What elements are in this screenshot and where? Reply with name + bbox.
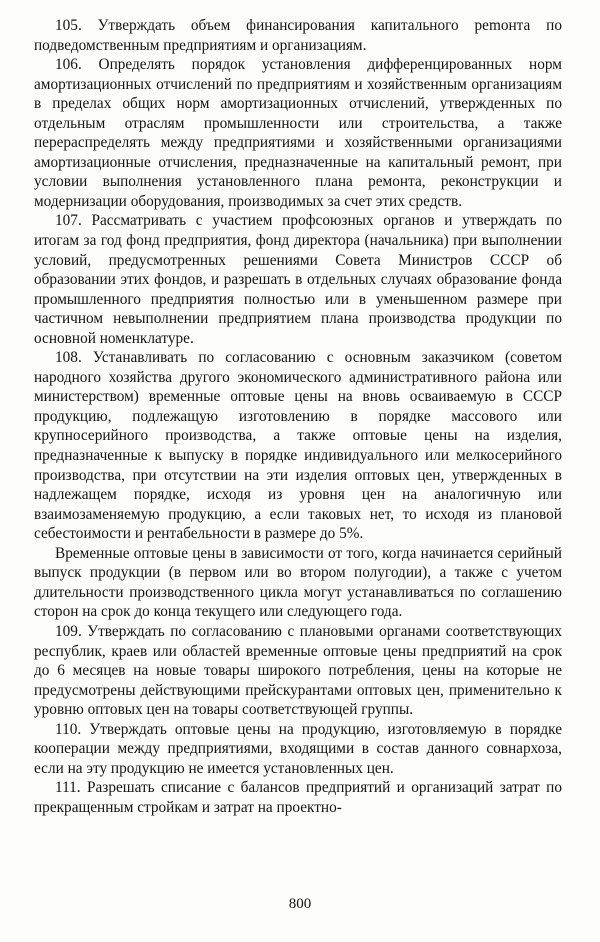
paragraph-106: 106. Определять порядок установления дифференцированных норм амортизационных отчислений по предприятиям и хозяйственным организациям в пределах общих норм амортизационных отчислений, утвержденных по отдельным отраслям промышленности или строительства, а также перераспределять между предприятиями и хозяйственными организациями амортизационные отчисления, предназначенные на капитальный ремонт, при условии выполнения установленного плана ремонта, реконструкции и модернизации оборудования, производимых за счет этих средств. [34,56,562,210]
paragraph-108: 108. Устанавливать по согласованию с основным заказчиком (советом народного хозяйства другого экономического административного района или министерством) временные оптовые цены на вновь осваиваемую в СССР продукцию, подлежащую изготовлению в порядке массового или крупносерийного производства, а также оптовые цены на изделия, предназначенные к выпуску в порядке индивидуального или мелкосерийного производства, при отсутствии на эти изделия оптовых цен, утвержденных в надлежащем порядке, исходя из уровня цен на аналогичную или взаимозаменяемую продукцию, а если таковых нет, то исходя из плановой себестоимости и рентабельности в размере до 5%. [34,349,562,543]
paragraph-110: 110. Утверждать оптовые цены на продукцию, изготовляемую в порядке кооперации между предприятиями, входящими в состав данного совнархоза, если на эту продукцию не имеется установленных цен. [34,720,562,777]
paragraph-107: 107. Рассматривать с участием профсоюзных органов и утверждать по итогам за год фонд предприятия, фонд директора (начальника) при выполнении условий, предусмотренных решениями Совета Министров СССР об образовании этих фондов, и разрешать в отдельных случаях образование фонда промышленного предприятия полностью или в уменьшенном размере при частичном невыполнении предприятием плана производства продукции по основной номенклатуре. [34,212,562,347]
text-column [34,16,562,817]
paragraph-105: 105. Утверждать объем финансирования капитального реmонта по подведомственным предприятиям и организациям. [34,17,562,54]
paragraph-111: 111. Разрешать списание с балансов предприятий и организаций затрат по прекращенным стройкам и затрат на проектно- [34,779,562,816]
page-number: 800 [288,896,312,912]
paragraph-108-continuation: Временные оптовые цены в зависимости от того, когда начинается серийный выпуск продукции (в первом или во втором полугодии), а также с учетом длительности производственного цикла могут устанавливаться по соглашению сторон на срок до конца текущего или следующего года. [34,544,562,621]
paragraph-109: 109. Утверждать по согласованию с плановыми органами соответствующих республик, краев или областей временные оптовые цены предприятий на срок до 6 месяцев на новые товары широкого потребления, цены на которые не предусмотрены действующими прейскурантами оптовых цен, применительно к уровню оптовых цен на товары соответствующей группы. [34,622,562,719]
